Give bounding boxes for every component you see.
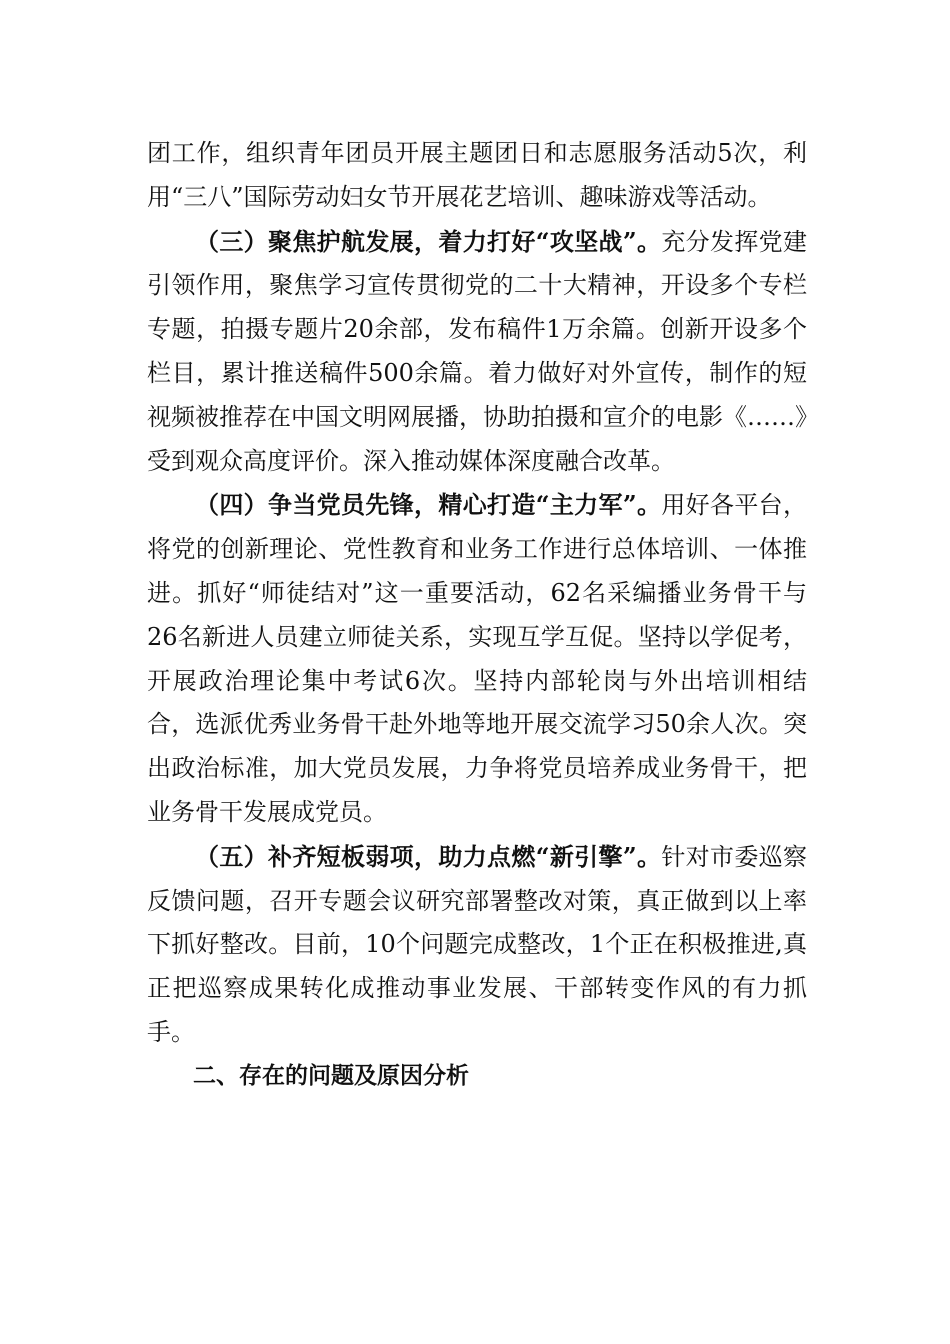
paragraph-section-4 <box>147 483 807 834</box>
paragraph-text: 团工作，组织青年团员开展主题团日和志愿服务活动5次，利用“三八”国际劳动妇女节开展花艺培训、趣味游戏等活动。 <box>147 139 807 211</box>
paragraph-text: 用好各平台，将党的创新理论、党性教育和业务工作进行总体培训、一体推进。抓好“师徒结对”这一重要活动，62名采编播业务骨干与26名新进人员建立师徒关系，实现互学互促。坚持以学促考，开展政治理论集中考试6次。坚持内部轮岗与外出培训相结合，选派优秀业务骨干赴外地等地开展交流学习50余人次。突出政治标准，加大党员发展，力争将党员培养成业务骨干，把业务骨干发展成党员。 <box>147 491 808 826</box>
paragraph-text: 针对市委巡察反馈问题，召开专题会议研究部署整改对策，真正做到以上率下抓好整改。目前，10个问题完成整改，1个正在积极推进,真正把巡察成果转化成推动事业发展、干部转变作风的有力抓手。 <box>147 842 808 1046</box>
paragraph-heading: （四）争当党员先锋，精心打造“主力军”。 <box>195 490 662 520</box>
paragraph-text: 充分发挥党建引领作用，聚焦学习宣传贯彻党的二十大精神，开设多个专栏专题，拍摄专题片20余部，发布稿件1万余篇。创新开设多个栏目，累计推送稿件500余篇。着力做好对外宣传，制作的短视频被推荐在中国文明网展播，协助拍摄和宣介的电影《……》受到观众高度评价。深入推动媒体深度融合改革。 <box>147 227 808 475</box>
paragraph-continuation <box>147 132 807 220</box>
paragraph-section-5 <box>147 835 807 1055</box>
section-heading: 二、存在的问题及原因分析 <box>193 1062 469 1089</box>
paragraph-heading: （五）补齐短板弱项，助力点燃“新引擎”。 <box>195 841 662 871</box>
document-page <box>147 132 807 1099</box>
paragraph-section-3 <box>147 220 807 484</box>
paragraph-heading: （三）聚焦护航发展，着力打好“攻坚战”。 <box>195 226 662 256</box>
